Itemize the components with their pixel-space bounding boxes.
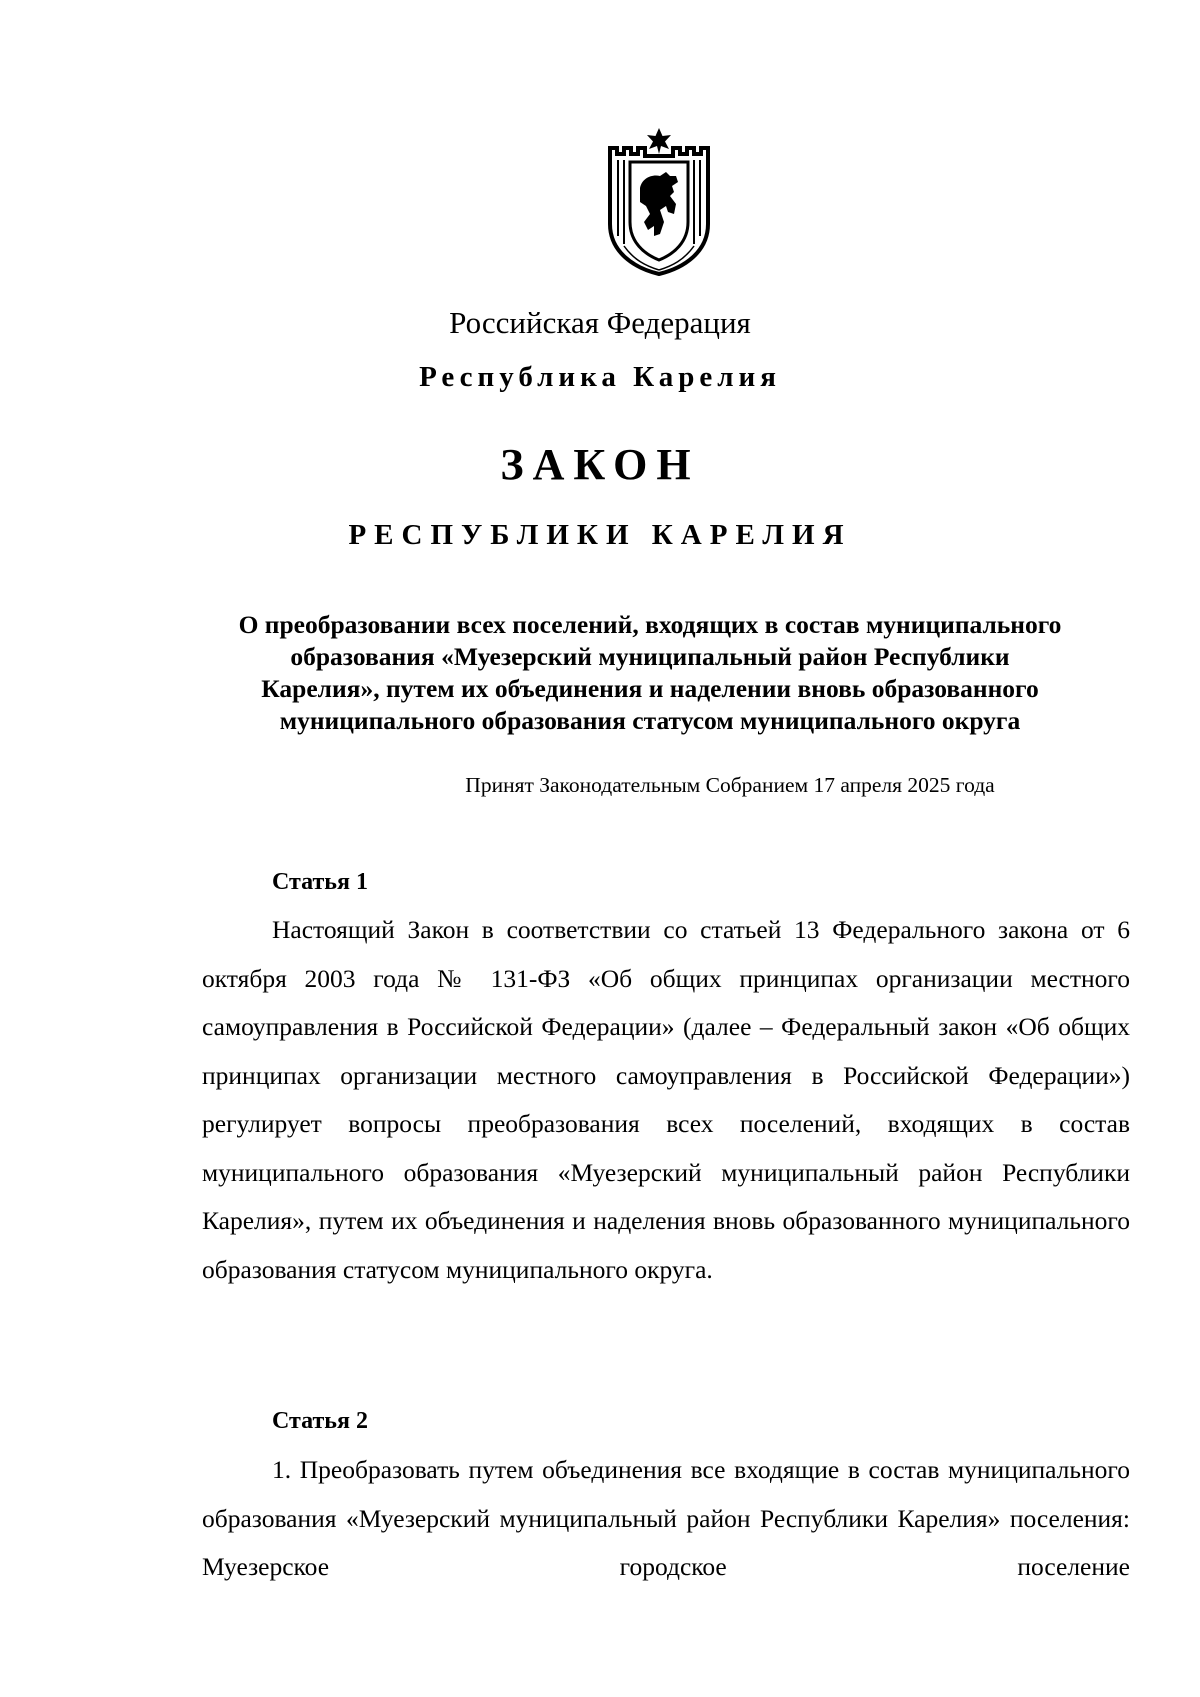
title-line: О преобразовании всех поселений, входящих в состав муниципального bbox=[238, 610, 1062, 639]
star-icon bbox=[647, 128, 671, 154]
article-2-heading: Статья 2 bbox=[272, 1408, 368, 1434]
country-name: Российская Федерация bbox=[449, 305, 751, 340]
document-title bbox=[170, 609, 1130, 737]
republic-name: Республика Карелия bbox=[419, 361, 781, 393]
article-1-heading: Статья 1 bbox=[272, 869, 368, 895]
document-type: ЗАКОН bbox=[500, 440, 700, 489]
article-2-text: 1. Преобразовать путем объединения все входящие в состав муниципального образования «Муезерский муниципальный район Республики Карелия» поселения: Муезерское городское поселение bbox=[202, 1455, 1130, 1581]
article-1-text: Настоящий Закон в соответствии со статьей 13 Федерального закона от 6 октября 2003 года № 131-ФЗ «Об общих принципах организации местного самоуправления в Российской Федерации» (далее – Федеральный закон «Об общих принципах организации местного самоуправления в Российской Федерации») регулирует вопросы преобразования всех поселений, входящих в состав муниципального образования «Муезерский муниципальный район Республики Карелия», путем их объединения и наделения вновь образованного муниципального образования статусом муниципального округа. bbox=[202, 915, 1130, 1284]
adoption-note: Принят Законодательным Собранием 17 апреля 2025 года bbox=[465, 773, 995, 797]
title-line: муниципального образования статусом муниципального округа bbox=[279, 706, 1021, 735]
document-issuer: РЕСПУБЛИКИ КАРЕЛИЯ bbox=[348, 519, 852, 551]
coat-of-arms-icon bbox=[604, 126, 714, 276]
title-line: образования «Муезерский муниципальный район Республики bbox=[290, 642, 1010, 671]
title-line: Карелия», путем их объединения и наделении вновь образованного bbox=[261, 674, 1039, 703]
